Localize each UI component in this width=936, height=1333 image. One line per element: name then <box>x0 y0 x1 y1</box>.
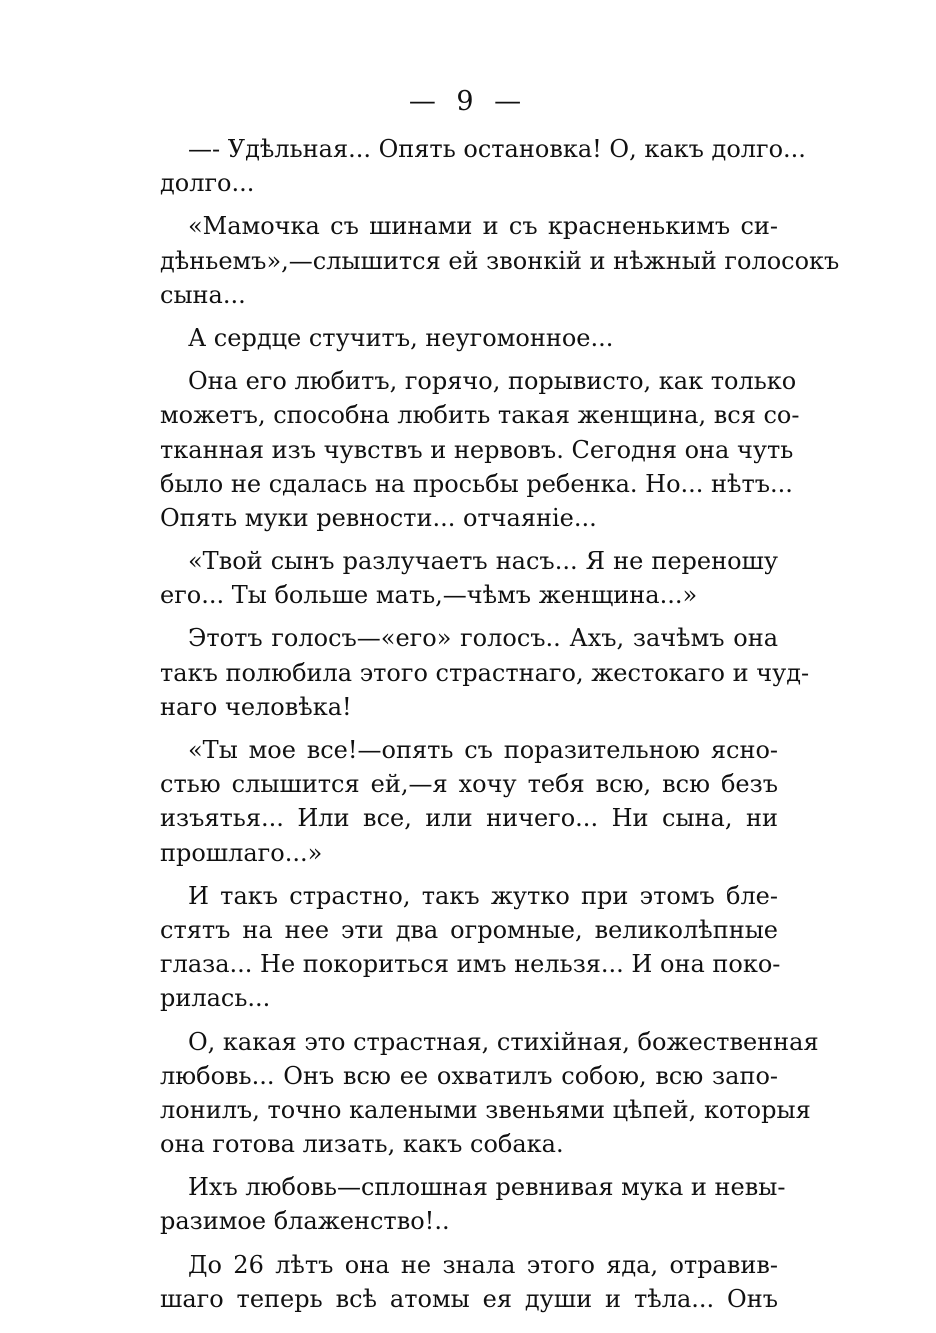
text-line: долго... <box>160 169 255 198</box>
text-line: дѣньемъ»,—слышится ей звонкій и нѣжный голосокъ <box>160 246 840 275</box>
paragraph <box>160 1025 819 1162</box>
page-number: — 9 — <box>408 86 528 117</box>
text-line: стятъ на нее эти два огромные, великолѣпные <box>160 915 778 944</box>
paragraph <box>160 733 778 870</box>
text-line: —- Удѣльная... Опять остановка! О, какъ долго... <box>188 135 806 163</box>
text-line: тканная изъ чувствъ и нервовъ. Сегодня она чуть <box>160 435 794 464</box>
text-line: она готова лизать, какъ собака. <box>160 1130 564 1159</box>
text-line: О, какая это страстная, стихійная, божественная <box>188 1027 819 1056</box>
text-line: И такъ страстно, такъ жутко при этомъ бле- <box>188 881 778 910</box>
text-line: стью слышится ей,—я хочу тебя всю, всю безъ <box>160 770 778 799</box>
paragraph <box>160 1170 786 1238</box>
body-text <box>160 132 840 1325</box>
text-line: лонилъ, точно калеными звеньями цѣпей, которыя <box>160 1095 811 1124</box>
text-line: Этотъ голосъ—«его» голосъ.. Ахъ, зачѣмъ она <box>188 624 778 653</box>
text-line: сына... <box>160 280 246 309</box>
text-line: шаго теперь всѣ атомы ея души и тѣла... Онъ <box>160 1284 778 1313</box>
text-line: его... Ты больше мать,—чѣмъ женщина...» <box>160 581 698 610</box>
text-line: можетъ, способна любить такая женщина, вся со- <box>160 401 800 430</box>
paragraph <box>160 1248 778 1316</box>
paragraph <box>160 364 800 535</box>
text-line: рилась... <box>160 984 271 1013</box>
text-line: такъ полюбила этого страстнаго, жестокаго и чуд- <box>160 658 810 687</box>
paragraph <box>160 879 781 1016</box>
text-line: глаза... Не покориться имъ нельзя... И она поко- <box>160 950 781 979</box>
paragraph <box>160 132 806 200</box>
text-line: было не сдалась на просьбы ребенка. Но... нѣтъ... <box>160 469 793 498</box>
paragraph <box>160 544 778 612</box>
text-line: Она его любитъ, горячо, порывисто, как только <box>188 367 797 396</box>
text-line: изъятья... Или все, или ничего... Ни сына, ни <box>160 804 778 833</box>
text-line: «Мамочка съ шинами и съ красненькимъ си- <box>188 212 778 241</box>
text-line: любовь... Онъ всю ее охватилъ собою, всю запо- <box>160 1061 778 1090</box>
text-line: наго человѣка! <box>160 692 352 721</box>
paragraph <box>160 621 810 724</box>
text-line: «Твой сынъ разлучаетъ насъ... Я не переношу <box>188 547 778 576</box>
text-line: Опять муки ревности... отчаяніе... <box>160 503 597 532</box>
text-line: Ихъ любовь—сплошная ревнивая мука и невы- <box>188 1173 786 1202</box>
paragraph <box>160 209 840 312</box>
text-line: А сердце стучитъ, неугомонное... <box>188 323 614 352</box>
text-line: разимое блаженство!.. <box>160 1207 450 1236</box>
text-line: «Ты мое все!—опять съ поразительною ясно- <box>188 736 778 764</box>
text-line: До 26 лѣтъ она не знала этого яда, отравив- <box>188 1250 778 1279</box>
text-line: прошлаго...» <box>160 838 323 867</box>
paragraph <box>160 321 778 355</box>
